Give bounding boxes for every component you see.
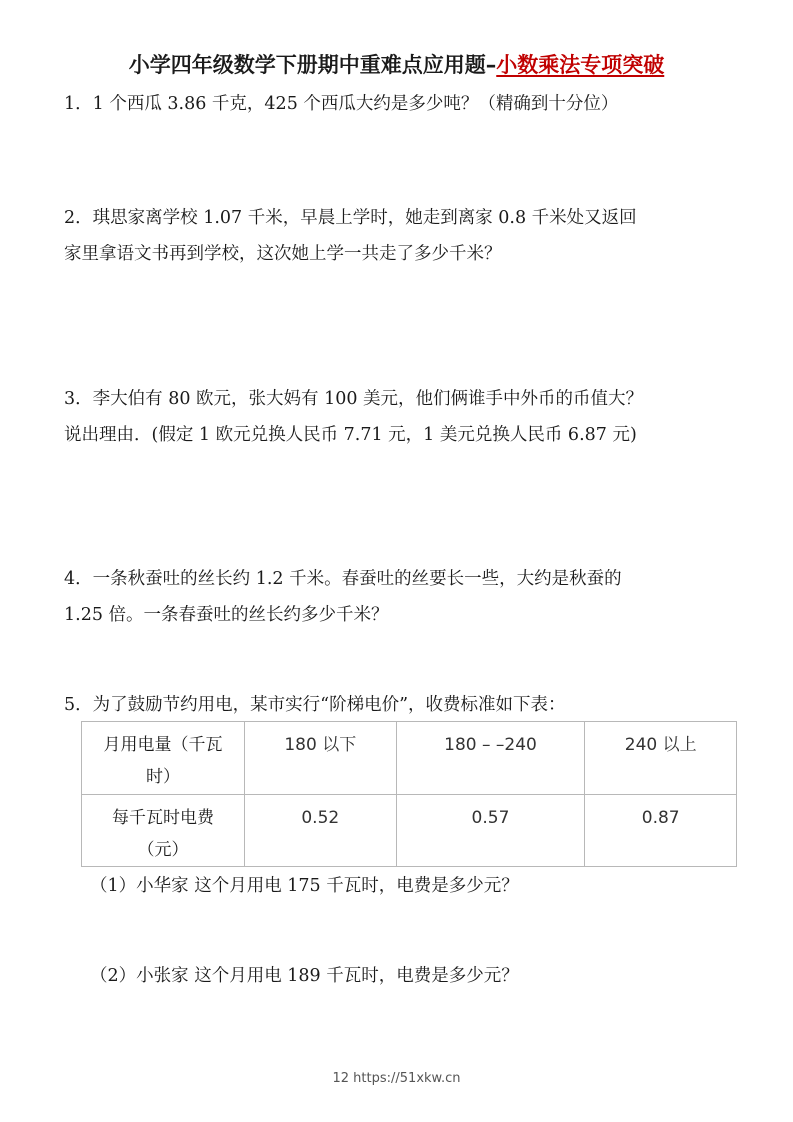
table-cell: 240 以上 [585, 722, 737, 795]
question-3 [64, 381, 754, 453]
page-title-main: 小学四年级数学下册期中重难点应用题– [128, 53, 497, 77]
table-row [82, 794, 737, 867]
usage-label-line-2: 时） [146, 767, 180, 787]
electricity-price-table [81, 721, 737, 867]
table-row-header-cell [82, 794, 245, 867]
sub-question-2: （2）小张家 这个月用电 189 千瓦时，电费是多少元？ [90, 966, 519, 986]
price-label-line-1: 每千瓦时电费 [112, 807, 214, 828]
question-4-line-2: 1.25 倍。一条春蚕吐的丝长约多少千米？ [64, 605, 389, 625]
price-label-line-2: （元） [137, 839, 189, 860]
question-2-line-2: 家里拿语文书再到学校，这次她上学一共走了多少千米？ [64, 244, 502, 264]
question-5-line-1: 5．为了鼓励节约用电，某市实行“阶梯电价”，收费标准如下表： [64, 695, 566, 715]
table-cell: 0.52 [245, 794, 397, 867]
question-5 [64, 687, 754, 723]
table-cell: 180 以下 [245, 722, 397, 795]
question-1 [64, 86, 754, 122]
sub-question-1: （1）小华家 这个月用电 175 千瓦时，电费是多少元？ [90, 876, 519, 896]
question-2-line-1: 2．琪思家离学校 1.07 千米，早晨上学时，她走到离家 0.8 千米处又返回 [64, 208, 637, 228]
table-row-header-cell [82, 722, 245, 795]
question-1-line-1: 1．1 个西瓜 3.86 千克，425 个西瓜大约是多少吨？（精确到十分位） [64, 94, 619, 114]
question-2 [64, 200, 754, 272]
table-row [82, 722, 737, 795]
question-4 [64, 561, 754, 633]
usage-label-line-1: 月用电量（千瓦 [103, 735, 223, 755]
page-footer: 12 https://51xkw.cn [332, 1071, 461, 1086]
page-title-highlight: 小数乘法专项突破 [496, 53, 665, 77]
table-cell: 0.87 [585, 794, 737, 867]
table-cell: 180 – –240 [396, 722, 585, 795]
page-title [0, 50, 793, 80]
question-3-line-1: 3．李大伯有 80 欧元，张大妈有 100 美元，他们俩谁手中外币的币值大？ [64, 389, 644, 409]
question-4-line-1: 4．一条秋蚕吐的丝长约 1.2 千米。春蚕吐的丝要长一些，大约是秋蚕的 [64, 569, 622, 589]
table-cell: 0.57 [396, 794, 585, 867]
question-3-line-2: 说出理由．(假定 1 欧元兑换人民币 7.71 元，1 美元兑换人民币 6.87 元) [64, 425, 637, 445]
